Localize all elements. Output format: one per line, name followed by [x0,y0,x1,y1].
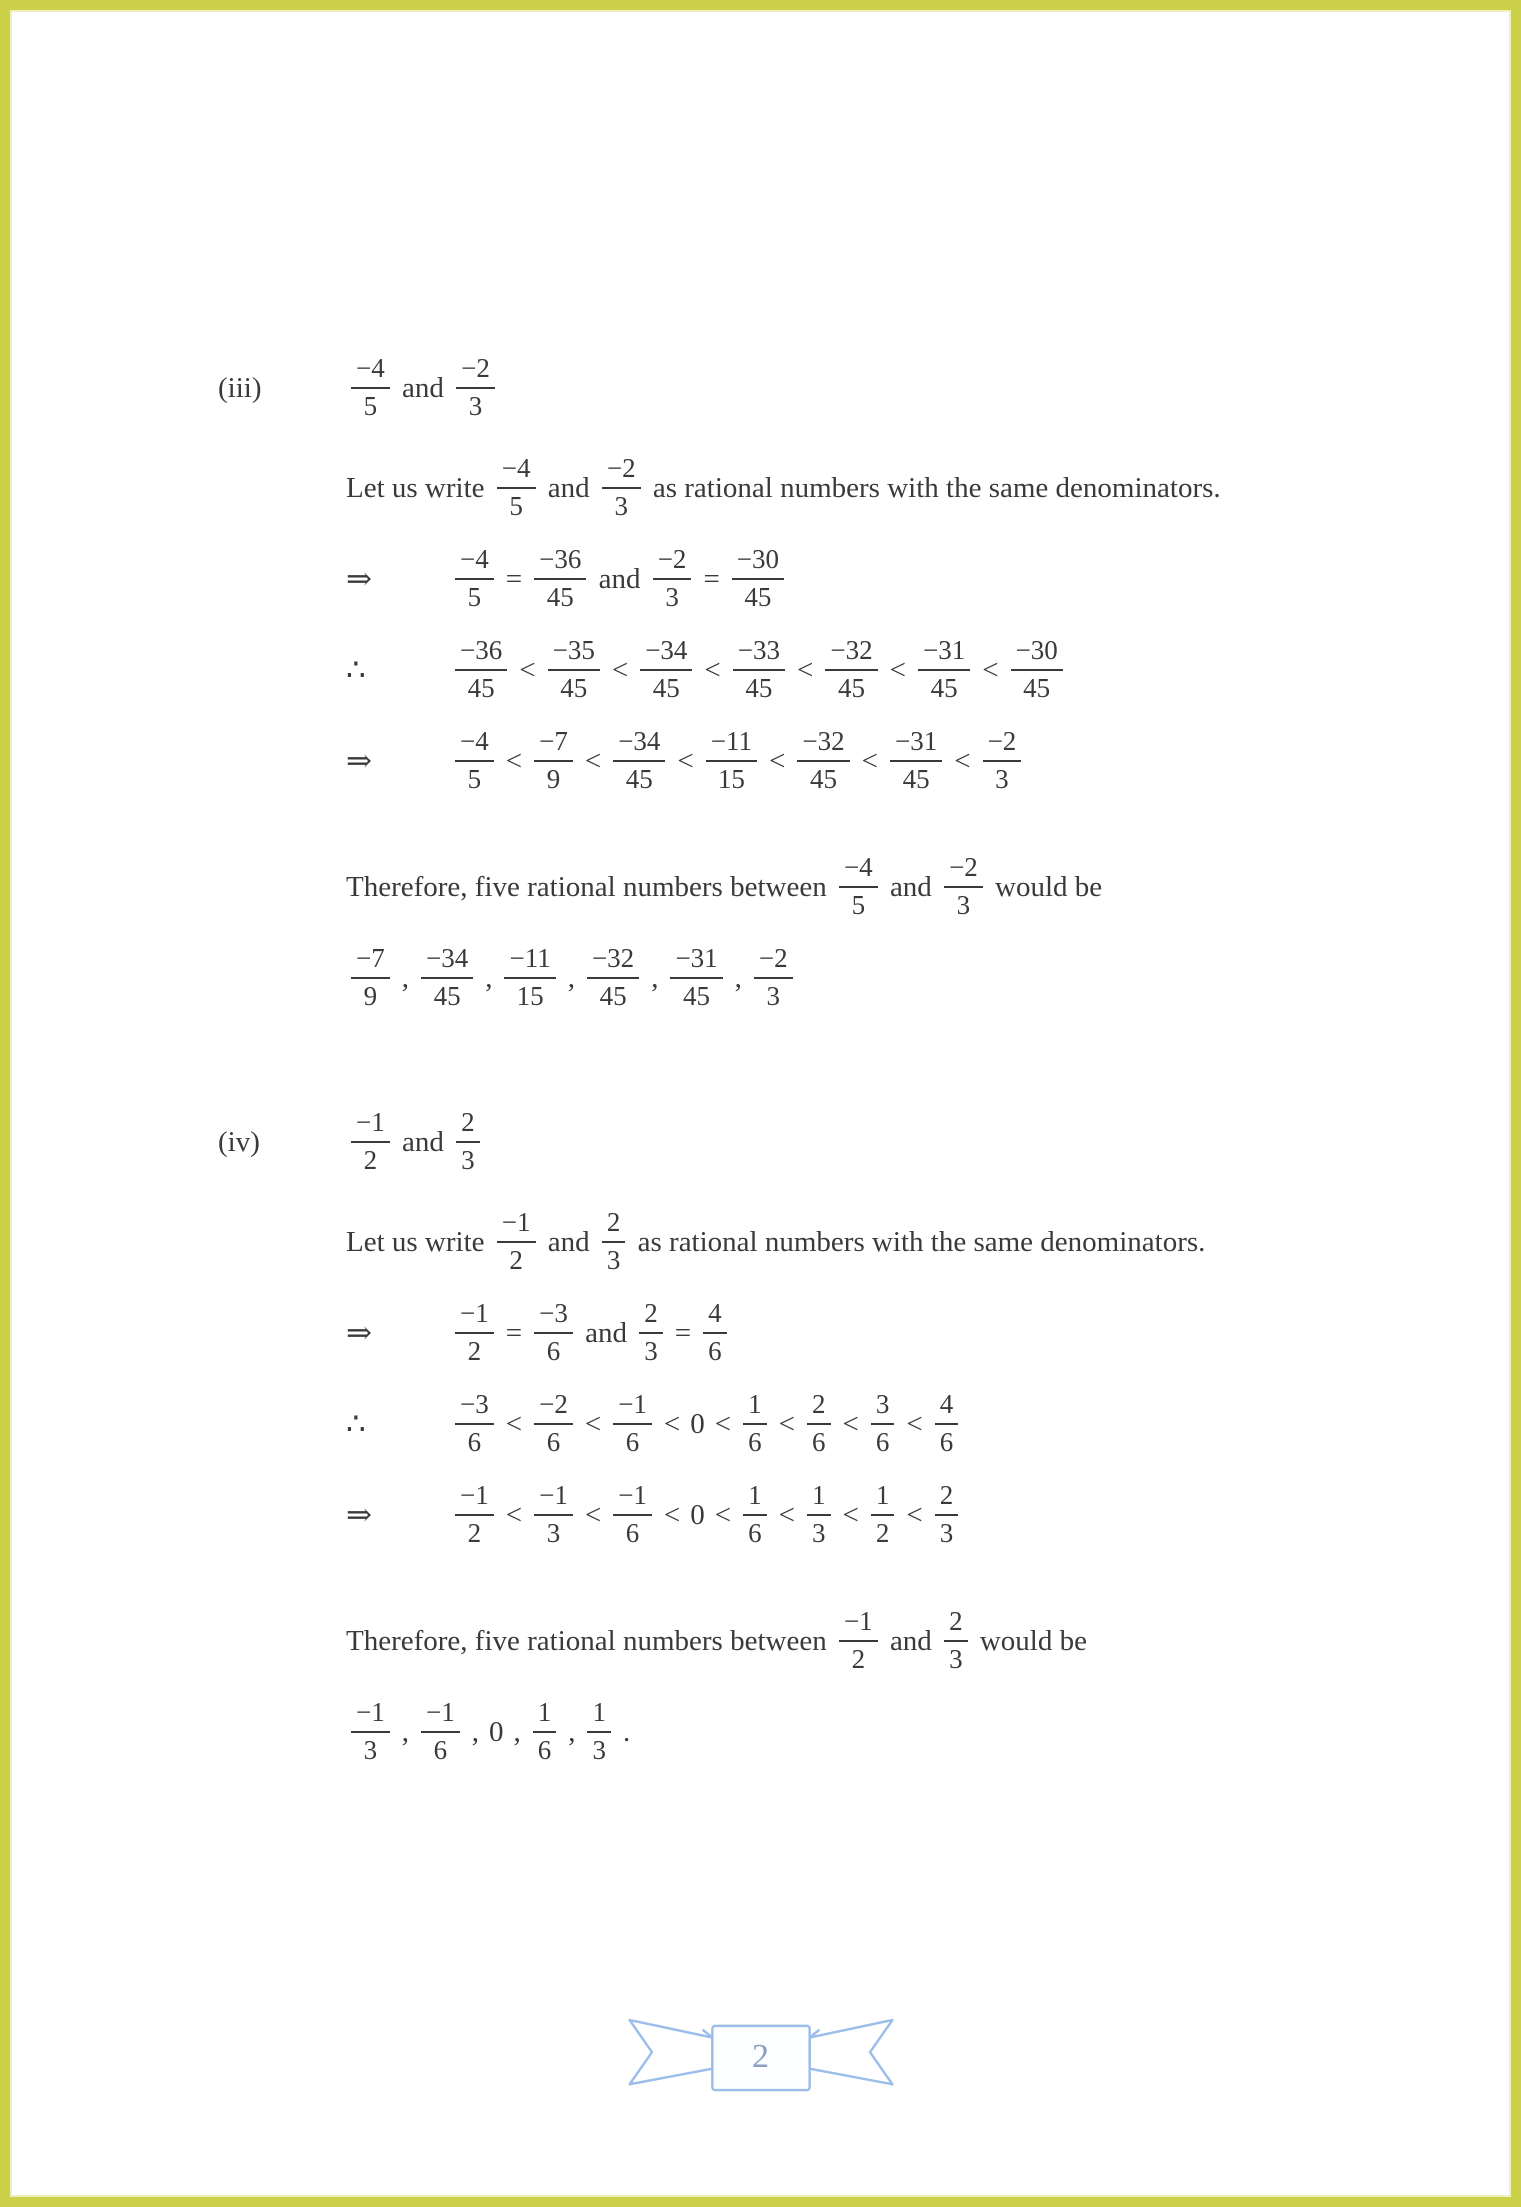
fraction [455,1480,494,1550]
numerator: −35 [548,635,600,671]
denominator: 45 [433,981,461,1011]
math-flow [450,544,789,614]
math-line [346,1295,1441,1371]
problem-header [218,1104,1441,1180]
statement-line [346,1603,1441,1679]
fraction [944,1606,968,1676]
numerator: 2 [602,1207,626,1243]
denominator: 3 [939,1518,954,1548]
numerator: −34 [421,943,473,979]
fraction [351,1697,390,1767]
fraction [918,635,970,705]
operator: < [889,653,906,686]
fraction [613,1480,652,1550]
denominator: 3 [546,1518,561,1548]
fraction [839,852,878,922]
numerator: −1 [613,1389,652,1425]
operator: < [584,1407,602,1440]
math-line [346,723,1441,799]
fraction [602,1207,626,1277]
fraction [871,1480,895,1550]
numerator: −3 [534,1298,573,1334]
operator: < [861,744,878,777]
numerator: −2 [983,726,1022,762]
text-run: Therefore, five rational numbers between [346,870,834,903]
fraction [534,1480,573,1550]
operator: < [906,1498,923,1531]
line-marker: ∴ [346,652,366,687]
operator: < [714,1407,732,1440]
denominator: 15 [717,764,745,794]
numerator: −36 [455,635,507,671]
denominator: 6 [748,1518,762,1548]
denominator: 6 [748,1427,762,1457]
math-flow [346,453,1221,523]
math-line [346,1477,1441,1553]
numerator: 2 [935,1480,959,1516]
operator: = [505,1316,523,1349]
numerator: −7 [534,726,573,762]
text-run: as rational numbers with the same denominators. [630,1225,1206,1258]
fraction [504,943,555,1013]
denominator: 45 [467,673,495,703]
page-number: 2 [752,2038,769,2075]
numerator: −3 [455,1389,494,1425]
denominator: 5 [467,582,482,612]
denominator: 15 [516,981,544,1011]
denominator: 6 [625,1518,640,1548]
denominator: 6 [433,1735,448,1765]
operator: < [505,1498,523,1531]
denominator: 5 [851,890,866,920]
fraction [653,544,692,614]
operator: < [611,653,629,686]
problem-label: (iii) [218,371,262,404]
fraction [533,1697,557,1767]
denominator: 3 [995,764,1009,794]
denominator: 6 [546,1336,561,1366]
fraction [534,1389,573,1459]
operator: . [622,1715,631,1748]
fraction [935,1389,959,1459]
fraction [935,1480,959,1550]
operator: < [505,1407,523,1440]
operator: < [797,653,814,686]
text-run: as rational numbers with the same denominators. [645,471,1221,504]
denominator: 5 [467,764,482,794]
fraction [602,453,641,523]
math-flow [450,635,1068,705]
denominator: 6 [625,1427,640,1457]
numerator: 2 [807,1389,831,1425]
denominator: 45 [745,673,773,703]
denominator: 2 [851,1644,866,1674]
fraction [797,726,849,796]
numerator: −2 [653,544,692,580]
numerator: −31 [670,943,722,979]
numerator: 2 [944,1606,968,1642]
fraction [534,1298,573,1368]
numerator: −30 [1011,635,1063,671]
denominator: 3 [468,391,483,421]
denominator: 2 [467,1518,482,1548]
operator: , [568,1715,576,1748]
numerator: −2 [534,1389,573,1425]
denominator: 6 [875,1427,890,1457]
fraction [640,635,692,705]
fraction [421,943,473,1013]
text-run: and [394,1125,452,1158]
fraction [807,1389,831,1459]
fraction [613,1389,652,1459]
denominator: 45 [546,582,574,612]
denominator: 45 [930,673,958,703]
fraction [455,1298,494,1368]
problem-header [218,350,1441,426]
operator: , [485,961,493,994]
math-flow [346,1606,1087,1676]
fraction [455,544,494,614]
numerator: −1 [455,1480,494,1516]
numerator: −36 [534,544,586,580]
fraction [351,1107,390,1177]
operator: < [842,1498,859,1531]
denominator: 3 [363,1735,378,1765]
denominator: 2 [875,1518,890,1548]
statement-line [346,450,1441,526]
numerator: −1 [839,1606,878,1642]
denominator: 3 [665,582,679,612]
operator: < [663,1498,681,1531]
statement-line [346,940,1441,1016]
fraction [733,635,785,705]
denominator: 45 [599,981,627,1011]
numerator: 1 [871,1480,895,1516]
math-flow [450,1389,963,1459]
fraction [456,353,495,423]
operator: < [519,653,536,686]
statement-line [346,849,1441,925]
numerator: −2 [754,943,793,979]
fraction [807,1480,831,1550]
denominator: 45 [902,764,930,794]
operator: < [704,653,721,686]
fraction [421,1697,460,1767]
fraction [743,1389,767,1459]
fraction [732,544,784,614]
numerator: −4 [839,852,878,888]
fraction [351,943,390,1013]
math-line [346,1386,1441,1462]
operator: , [651,961,659,994]
denominator: 2 [509,1245,523,1275]
denominator: 6 [708,1336,722,1366]
fraction [534,544,586,614]
fraction [983,726,1022,796]
operator: , [513,1715,521,1748]
text-run: and [882,1624,940,1657]
fraction [497,453,536,523]
math-flow [346,1207,1205,1277]
fraction [455,1389,494,1459]
numerator: −11 [706,726,757,762]
denominator: 6 [939,1427,954,1457]
operator: < [954,744,971,777]
denominator: 45 [1023,673,1051,703]
fraction [548,635,600,705]
operator: < [677,744,694,777]
numerator: 2 [456,1107,480,1143]
text-run: Therefore, five rational numbers between [346,1624,834,1657]
numerator: 4 [703,1298,727,1334]
text-run: and [540,471,597,504]
math-flow [346,1107,485,1177]
operator: < [778,1407,795,1440]
operator: < [714,1498,732,1531]
numerator: −30 [732,544,784,580]
denominator: 45 [625,764,653,794]
operator: , [401,961,409,994]
denominator: 45 [744,582,772,612]
numerator: −34 [640,635,692,671]
statement-line [346,1694,1441,1770]
operator: < [769,744,786,777]
operator: < [842,1407,859,1440]
numerator: −4 [455,544,494,580]
math-flow [346,852,1102,922]
fraction [587,1697,611,1767]
numerator: 1 [587,1697,611,1733]
operator: < [505,744,523,777]
numerator: −2 [456,353,495,389]
numerator: −2 [602,453,641,489]
solution-section [218,350,1441,1016]
denominator: 45 [683,981,711,1011]
fraction [670,943,722,1013]
numerator: −33 [733,635,785,671]
denominator: 3 [606,1245,621,1275]
text-run: and [540,1225,597,1258]
numerator: 1 [743,1480,767,1516]
operator: = [703,562,720,595]
operator: < [982,653,999,686]
fraction [534,726,573,796]
text-run: would be [972,1624,1087,1657]
operator: < [663,1407,681,1440]
fraction [706,726,757,796]
denominator: 3 [461,1145,475,1175]
document-content [10,10,1511,1770]
operator: < [906,1407,923,1440]
numerator: −1 [351,1697,390,1733]
numerator: 2 [639,1298,663,1334]
denominator: 3 [614,491,628,521]
fraction [825,635,877,705]
fraction [839,1606,878,1676]
fraction [639,1298,663,1368]
section-body [346,450,1441,1016]
numerator: 3 [871,1389,895,1425]
math-line [346,541,1441,617]
math-flow [450,726,1026,796]
denominator: 3 [644,1336,658,1366]
numerator: −34 [613,726,665,762]
text-run: Let us write [346,1225,492,1258]
fraction [587,943,639,1013]
fraction [456,1107,480,1177]
numerator: −11 [504,943,555,979]
numerator: −4 [351,353,390,389]
denominator: 5 [363,391,378,421]
denominator: 3 [949,1644,963,1674]
denominator: 2 [363,1145,378,1175]
fraction [455,635,507,705]
page-number-banner [615,2005,907,2109]
line-marker: ∴ [346,1406,366,1441]
math-flow [450,1298,732,1368]
denominator: 6 [467,1427,482,1457]
fraction [944,852,983,922]
fraction [497,1207,536,1277]
line-marker: ⇒ [346,1315,372,1350]
line-marker: ⇒ [346,743,372,778]
fraction [871,1389,895,1459]
denominator: 45 [837,673,865,703]
operator: < [584,1498,602,1531]
fraction [455,726,494,796]
math-flow [346,1697,637,1767]
section-body [346,1204,1441,1770]
numerator: 1 [807,1480,831,1516]
numerator: 1 [533,1697,557,1733]
numerator: −31 [890,726,942,762]
math-flow [450,1480,963,1550]
numerator: −31 [918,635,970,671]
fraction [890,726,942,796]
operator: < [584,744,602,777]
denominator: 6 [546,1427,561,1457]
operator: < [778,1498,795,1531]
numerator: −7 [351,943,390,979]
numerator: −1 [351,1107,390,1143]
fraction [613,726,665,796]
number: 0 [690,1407,705,1440]
solution-section [218,1104,1441,1770]
math-flow [346,943,798,1013]
denominator: 5 [509,491,523,521]
denominator: 45 [652,673,680,703]
number: 0 [488,1715,504,1748]
numerator: −1 [421,1697,460,1733]
numerator: 1 [743,1389,767,1425]
numerator: −32 [825,635,877,671]
text-run: would be [987,870,1103,903]
denominator: 45 [809,764,837,794]
operator: , [734,961,742,994]
line-marker: ⇒ [346,561,372,596]
denominator: 45 [560,673,588,703]
numerator: −4 [497,453,536,489]
text-run: and [591,562,648,595]
operator: , [567,961,575,994]
operator: , [471,1715,479,1748]
text-run: and [577,1316,635,1349]
denominator: 2 [467,1336,482,1366]
numerator: 4 [935,1389,959,1425]
numerator: −2 [944,852,983,888]
text-run: and [882,870,940,903]
operator: = [505,562,523,595]
numerator: −1 [534,1480,573,1516]
numerator: −32 [797,726,849,762]
text-run: Let us write [346,471,492,504]
statement-line [346,1204,1441,1280]
denominator: 3 [592,1735,606,1765]
numerator: −1 [613,1480,652,1516]
fraction [703,1298,727,1368]
denominator: 3 [956,890,971,920]
operator: = [674,1316,692,1349]
numerator: −32 [587,943,639,979]
math-flow [346,353,500,423]
denominator: 3 [812,1518,826,1548]
denominator: 6 [812,1427,826,1457]
operator: , [401,1715,409,1748]
problem-label: (iv) [218,1125,260,1158]
fraction [743,1480,767,1550]
denominator: 9 [363,981,378,1011]
denominator: 9 [546,764,561,794]
denominator: 3 [766,981,781,1011]
fraction [351,353,390,423]
numerator: −1 [497,1207,536,1243]
numerator: −1 [455,1298,494,1334]
denominator: 6 [537,1735,552,1765]
line-marker: ⇒ [346,1497,372,1532]
number: 0 [690,1498,705,1531]
fraction [754,943,793,1013]
text-run: and [394,371,452,404]
math-line [346,632,1441,708]
numerator: −4 [455,726,494,762]
fraction [1011,635,1063,705]
